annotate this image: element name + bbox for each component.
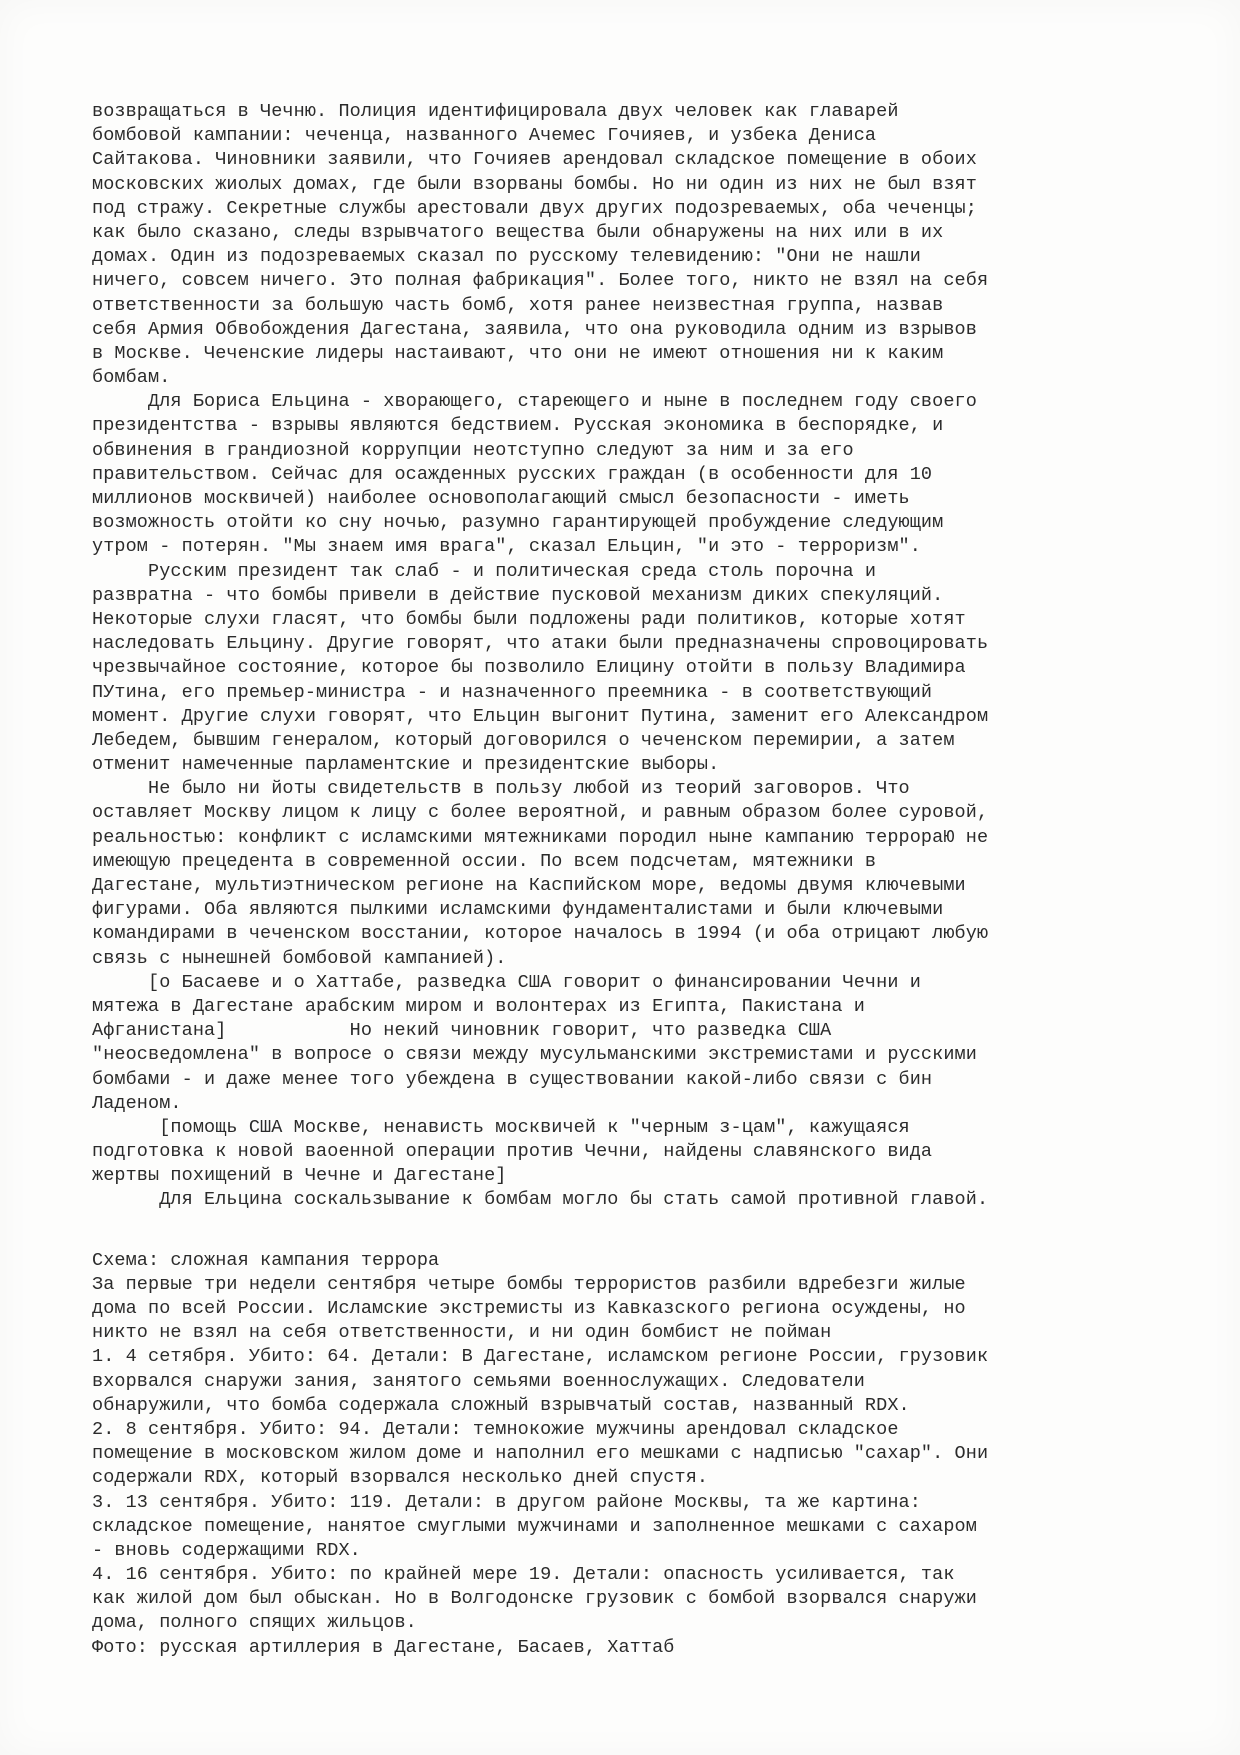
text-line: За первые три недели сентября четыре бомбы террористов разбили вдребезги жилые xyxy=(92,1273,966,1295)
text-line: дома по всей России. Исламские экстремисты из Кавказского региона осуждены, но xyxy=(92,1298,966,1319)
text-line: как было сказано, следы взрывчатого вещества были обнаружены на них или в их xyxy=(92,221,944,243)
text-line: ничего, совсем ничего. Это полная фабрикация". Более того, никто не взял на себя xyxy=(92,270,989,292)
text-line: - вновь содержащими RDX. xyxy=(92,1539,361,1561)
paragraph-p8 xyxy=(92,1249,1122,1660)
paragraph-p2 xyxy=(92,390,1122,559)
text-line: 4. 16 сентября. Убито: по крайней мере 19. Детали: опасность усиливается, так xyxy=(92,1564,955,1586)
text-line: Не было ни йоты свидетельств в пользу любой из теорий заговоров. Что xyxy=(92,778,910,800)
text-line: бомбам. xyxy=(92,367,171,389)
text-line: Афганистана] Но некий чиновник говорит, что разведка США xyxy=(92,1020,832,1042)
text-line: ПУтина, его премьер-министра - и назначенного преемника - в соответствующий xyxy=(92,681,933,703)
text-line: 2. 8 сентября. Убито: 94. Детали: темнокожие мужчины арендовал складское xyxy=(92,1418,899,1440)
paragraph-p1 xyxy=(92,100,1122,390)
text-line: президентства - взрывы являются бедствием. Русская экономика в беспорядке, и xyxy=(92,415,944,437)
text-line: Русским президент так слаб - и политическая среда столь порочна и xyxy=(92,560,877,582)
text-line: жертвы похищений в Чечне и Дагестане] xyxy=(92,1165,507,1187)
text-line: Сайтакова. Чиновники заявили, что Гочияев арендовал складское помещение в обоих xyxy=(92,149,977,171)
text-line: [о Басаеве и о Хаттабе, разведка США говорит о финансировании Чечни и xyxy=(92,971,921,993)
paragraph-p3 xyxy=(92,560,1122,778)
text-line: мятежа в Дагестане арабским миром и волонтерах из Египта, Пакистана и xyxy=(92,995,865,1017)
text-line: Некоторые слухи гласят, что бомбы были подложены ради политиков, которые хотят xyxy=(92,608,966,630)
text-line: под стражу. Секретные службы арестовали двух других подозреваемых, оба чеченцы; xyxy=(92,197,977,219)
paragraph-p7 xyxy=(92,1188,1122,1212)
text-line: командирами в чеченском восстании, которое началось в 1994 (и оба отрицают любую xyxy=(92,923,989,945)
text-line: отменит намеченные парламентские и президентские выборы. xyxy=(92,754,720,776)
text-line: подготовка к новой ваоенной операции против Чечни, найдены славянского вида xyxy=(92,1141,933,1163)
paragraph-gap xyxy=(92,1213,1122,1249)
text-line: утром - потерян. "Мы знаем имя врага", сказал Ельцин, "и это - терроризм". xyxy=(92,536,921,558)
text-line: момент. Другие слухи говорят, что Ельцин выгонит Путина, заменит его Александром xyxy=(92,705,989,727)
text-line: Схема: сложная кампания террора xyxy=(92,1249,440,1271)
text-line: себя Армия Обвобождения Дагестана, заявила, что она руководила одним из взрывов xyxy=(92,318,977,340)
text-line: [помощь США Москве, ненависть москвичей к "черным з-цам", кажущаяся xyxy=(92,1116,910,1138)
text-line: наследовать Ельцину. Другие говорят, что атаки были предназначены спровоцировать xyxy=(92,633,989,655)
text-line: возвращаться в Чечню. Полиция идентифицировала двух человек как главарей xyxy=(92,101,899,122)
paragraph-p6 xyxy=(92,1116,1122,1189)
text-line: миллионов москвичей) наиболее основополагающий смысл безопасности - иметь xyxy=(92,488,910,509)
text-line: складское помещение, нанятое смуглыми мужчинами и заполненное мешками с сахаром xyxy=(92,1515,977,1537)
text-line: правительством. Сейчас для осажденных русских граждан (в особенности для 10 xyxy=(92,463,933,485)
text-line: обвинения в грандиозной коррупции неотступно следуют за ним и за его xyxy=(92,439,854,461)
text-line: реальностью: конфликт с исламскими мятежниками породил ныне кампанию террораЮ не xyxy=(92,826,989,848)
text-line: связь с нынешней бомбовой кампанией). xyxy=(92,947,507,969)
text-line: вхорвался снаружи зания, занятого семьями военнослужащих. Следователи xyxy=(92,1370,865,1392)
text-line: возможность отойти ко сну ночью, разумно гарантирующей пробуждение следующим xyxy=(92,512,944,534)
text-line: помещение в московском жилом доме и наполнил его мешками с надписью "сахар". Они xyxy=(92,1443,989,1465)
text-line: московских жиолых домах, где были взорваны бомбы. Но ни один из них не был взят xyxy=(92,173,977,195)
text-line: чрезвычайное состояние, которое бы позволило Елицину отойти в пользу Владимира xyxy=(92,657,966,679)
text-line: фигурами. Оба являются пылкими исламскими фундаменталистами и были ключевыми xyxy=(92,899,944,921)
text-line: оставляет Москву лицом к лицу с более вероятной, и равным образом более суровой, xyxy=(92,802,989,824)
text-line: как жилой дом был обыскан. Но в Волгодонске грузовик с бомбой взорвался снаружи xyxy=(92,1588,977,1610)
text-line: в Москве. Чеченские лидеры настаивают, что они не имеют отношения ни к каким xyxy=(92,342,944,364)
text-line: развратна - что бомбы привели в действие пусковой механизм диких спекуляций. xyxy=(92,584,944,606)
text-line: имеющую прецедента в современной оссии. По всем подсчетам, мятежники в xyxy=(92,850,877,872)
text-line: бомбами - и даже менее того убеждена в существовании какой-либо связи с бин xyxy=(92,1068,933,1090)
paragraph-p5 xyxy=(92,971,1122,1116)
text-line: обнаружили, что бомба содержала сложный взрывчатый состав, названный RDX. xyxy=(92,1394,910,1416)
text-line: Дагестане, мультиэтническом регионе на Каспийском море, ведомы двумя ключевыми xyxy=(92,875,966,896)
text-line: Лебедем, бывшим генералом, который договорился о чеченском перемирии, а затем xyxy=(92,729,955,751)
text-line: Для Бориса Ельцина - хворающего, стареющего и ныне в последнем году своего xyxy=(92,391,977,413)
text-line: дома, полного спящих жильцов. xyxy=(92,1612,417,1634)
text-line: ответственности за большую часть бомб, хотя ранее неизвестная группа, назвав xyxy=(92,294,944,316)
text-line: никто не взял на себя ответственности, и ни один бомбист не пойман xyxy=(92,1322,832,1344)
paragraph-p4 xyxy=(92,777,1122,971)
text-line: бомбовой кампании: чеченца, названного Ачемес Гочияев, и узбека Дениса xyxy=(92,125,877,147)
text-line: Ладеном. xyxy=(92,1092,182,1114)
text-line: содержали RDX, который взорвался несколько дней спустя. xyxy=(92,1467,709,1489)
text-line: "неосведомлена" в вопросе о связи между мусульманскими экстремистами и русскими xyxy=(92,1044,977,1066)
text-line: Для Ельцина соскальзывание к бомбам могло бы стать самой противной главой. xyxy=(92,1189,989,1211)
text-line: 1. 4 сетября. Убито: 64. Детали: В Дагестане, исламском регионе России, грузовик xyxy=(92,1346,989,1368)
text-line: 3. 13 сентября. Убито: 119. Детали: в другом районе Москвы, та же картина: xyxy=(92,1491,921,1513)
text-line: домах. Один из подозреваемых сказал по русскому телевидению: "Они не нашли xyxy=(92,246,921,268)
text-line: Фото: русская артиллерия в Дагестане, Басаев, Хаттаб xyxy=(92,1636,675,1658)
document-body xyxy=(92,100,1122,1660)
